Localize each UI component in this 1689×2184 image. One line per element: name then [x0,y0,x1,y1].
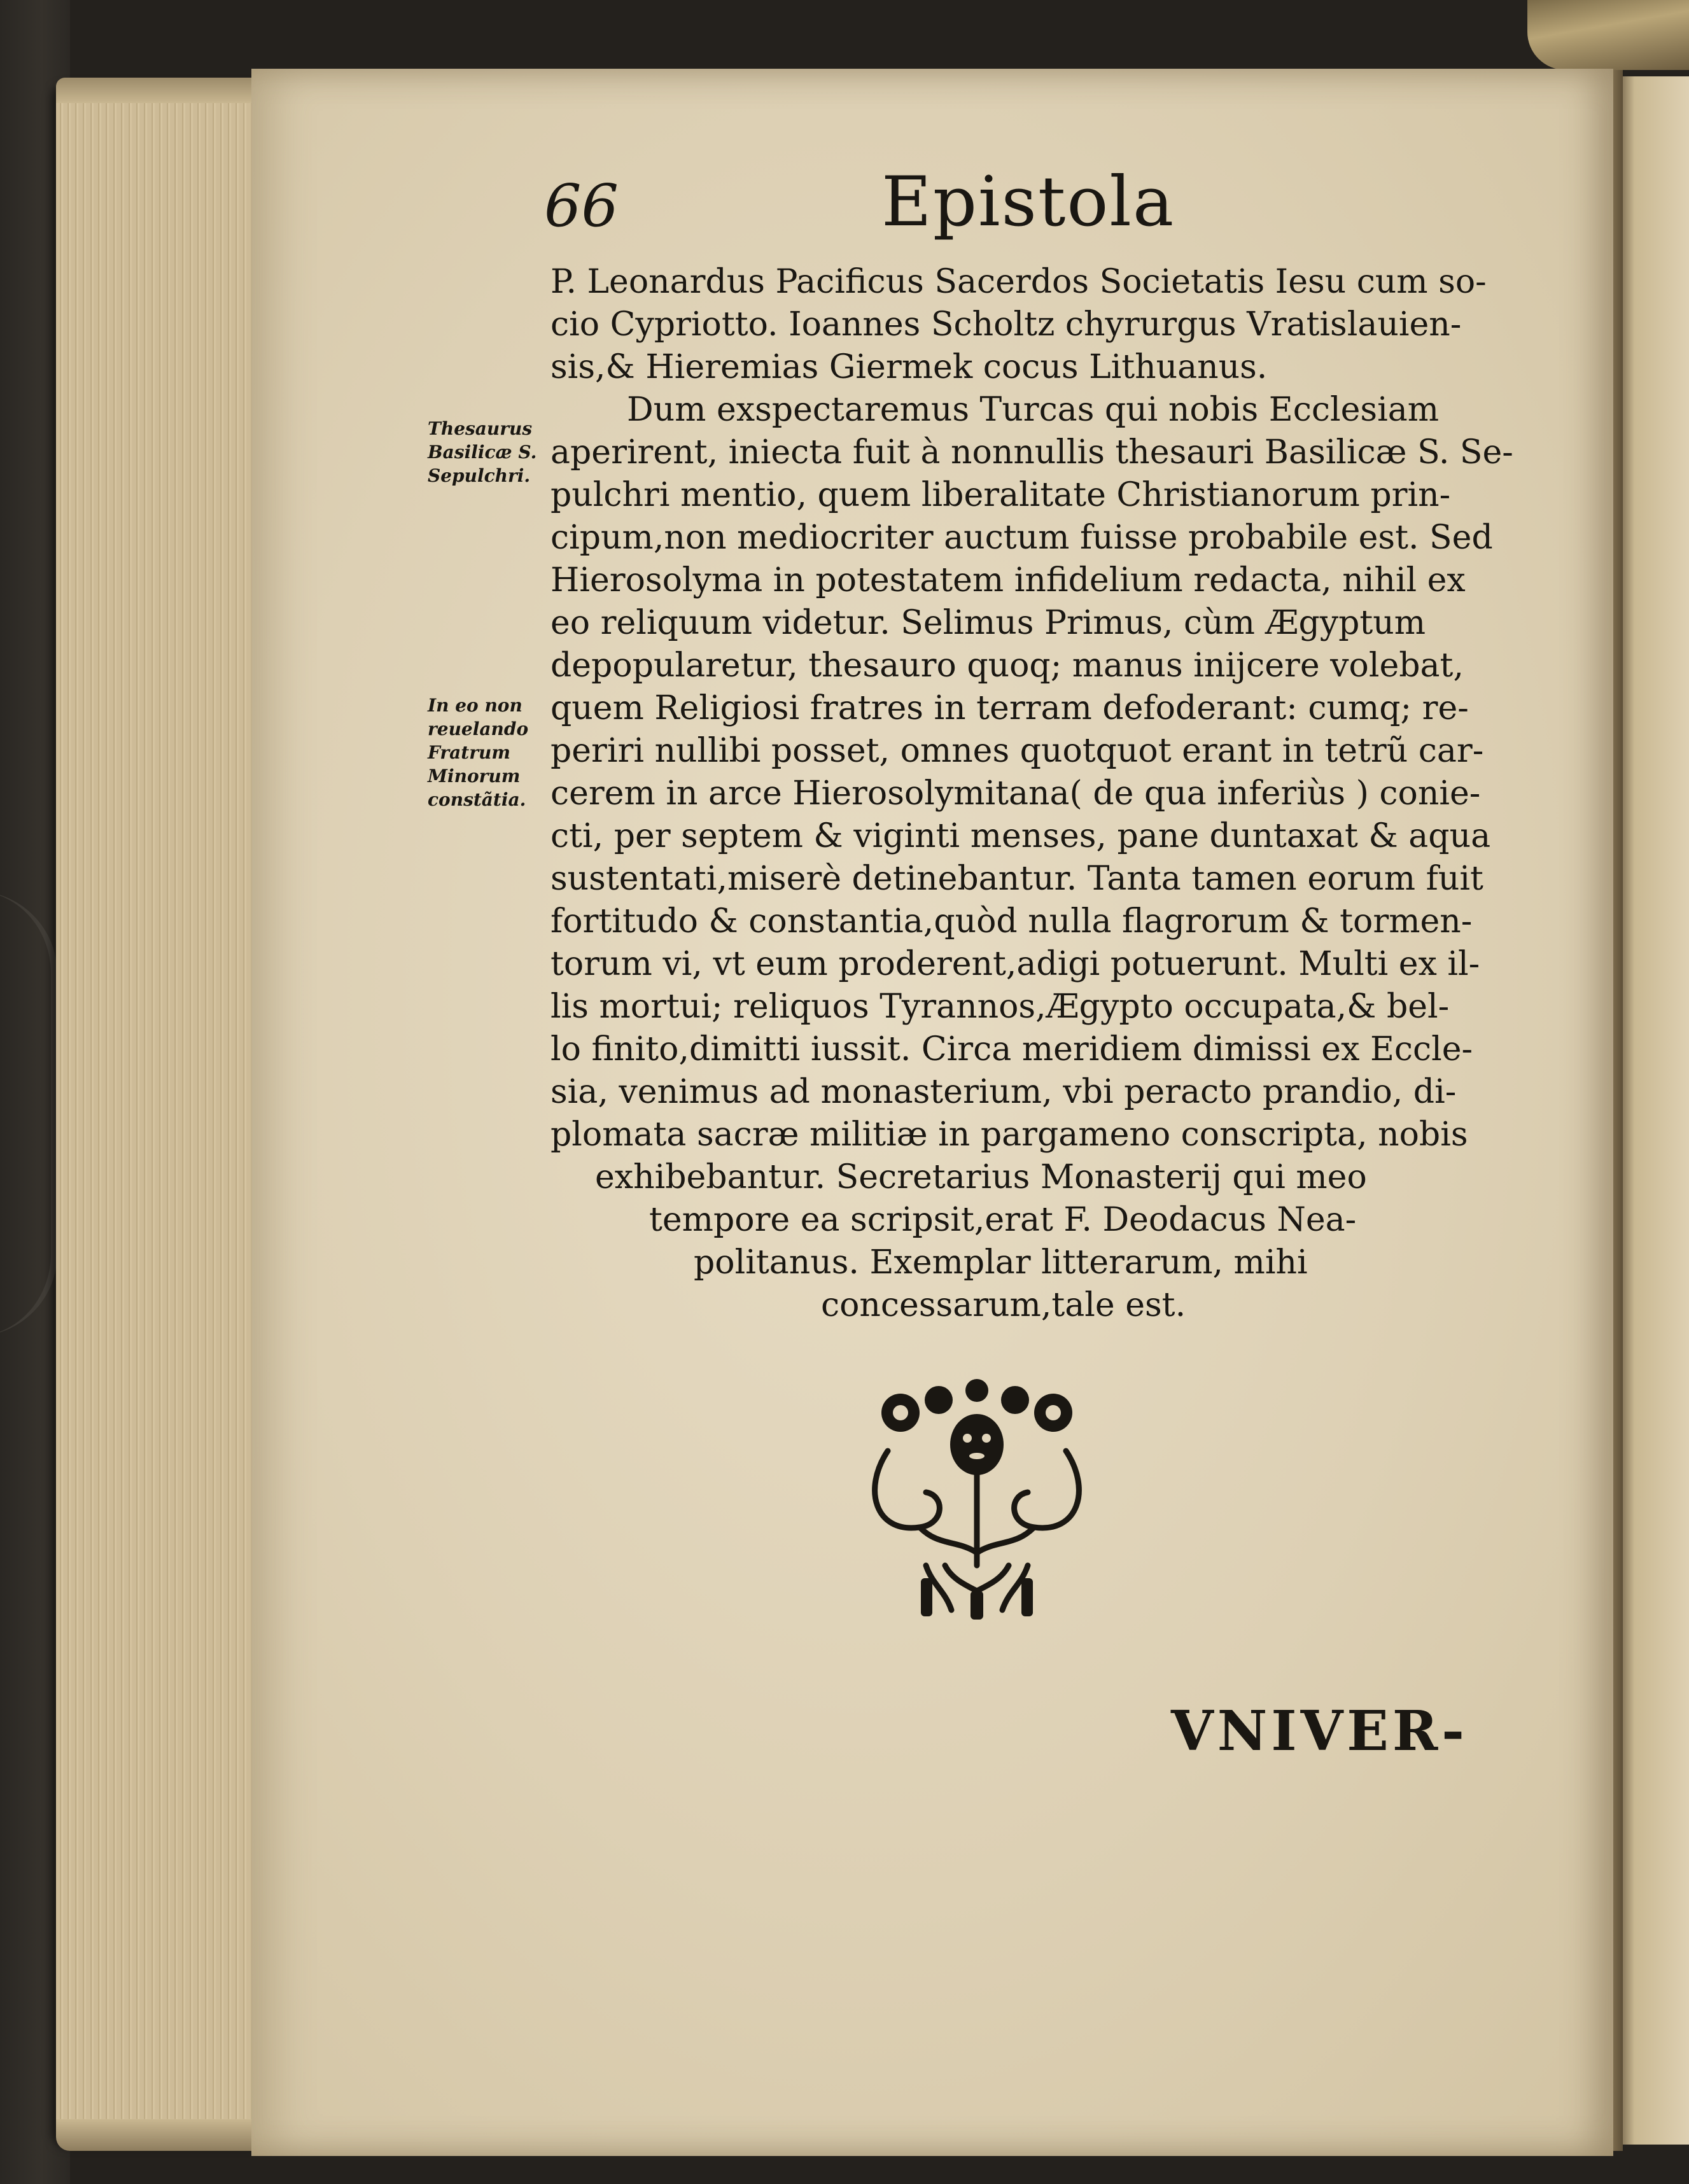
body-line: cerem in arce Hierosolymitana( de qua inferiùs ) conie- [550,774,1481,813]
body-line: sis,& Hieremias Giermek cocus Lithuanus. [550,348,1268,386]
body-line: aperirent, iniecta fuit à nonnullis thesauri Basilicæ S. Se- [550,433,1513,472]
body-line: quem Religiosi fratres in terram defoderant: cumq; re- [550,689,1469,727]
body-line: exhibebantur. Secretarius Monasterij qui meo [595,1158,1367,1196]
page-number: 66 [544,172,619,240]
margin-note-line: Fratrum [428,742,510,763]
body-line: sustentati,miserè detinebantur. Tanta tamen eorum fuit [550,860,1483,898]
page-title: Epistola [881,162,1175,242]
page-stack-top [56,78,260,103]
body-line: cio Cypriotto. Ioannes Scholtz chyrurgus Vratislauien- [550,305,1462,344]
margin-note-line: Thesaurus [428,418,533,439]
body-line: lis mortui; reliquos Tyrannos,Ægypto occupata,& bel- [550,988,1450,1026]
margin-note-line: Minorum [428,766,521,787]
body-line: plomata sacræ militiæ in pargameno conscripta, nobis [550,1116,1468,1154]
margin-note-thesaurus [428,417,536,487]
body-line: sia, venimus ad monasterium, vbi peracto prandio, di- [550,1073,1457,1111]
woodcut-ornament [850,1375,1104,1623]
body-line: tempore ea scripsit,erat F. Deodacus Nea- [649,1201,1357,1239]
margin-note-line: Basilicæ S. [428,442,537,463]
body-line: pulchri mentio, quem liberalitate Christianorum prin- [550,476,1451,514]
background-object [0,891,57,1336]
page-stack [56,83,260,2145]
body-line: lo finito,dimitti iussit. Circa meridiem dimissi ex Eccle- [550,1030,1473,1068]
body-line: P. Leonardus Pacificus Sacerdos Societatis Iesu cum so- [550,263,1487,301]
body-line: depopularetur, thesauro quoq; manus inijcere volebat, [550,647,1464,685]
body-line: eo reliquum videtur. Selimus Primus, cùm Ægyptum [550,604,1426,642]
body-line: cipum,non mediocriter auctum fuisse probabile est. Sed [550,519,1493,557]
body-line: periri nullibi posset, omnes quotquot erant in tetrũ car- [550,732,1484,770]
margin-note-constantia [428,694,528,811]
facing-page [1616,76,1689,2145]
body-line: Hierosolyma in potestatem infidelium redacta, nihil ex [550,561,1466,599]
body-line: politanus. Exemplar litterarum, mihi [694,1243,1308,1282]
binding-edge [1527,0,1689,70]
margin-note-line: constãtia. [428,789,526,810]
body-line: fortitudo & constantia,quòd nulla flagrorum & tormen- [550,902,1473,941]
margin-note-line: reuelando [428,718,529,739]
body-line: cti, per septem & viginti menses, pane duntaxat & aqua [550,817,1491,855]
catchword: VNIVER- [1171,1699,1469,1763]
body-line: concessarum,tale est. [821,1286,1186,1324]
body-line: torum vi, vt eum proderent,adigi potuerunt. Multi ex il- [550,945,1480,983]
page-stack-bottom [56,2119,260,2151]
margin-note-line: Sepulchri. [428,465,531,486]
body-line: Dum exspectaremus Turcas qui nobis Ecclesiam [627,391,1440,429]
margin-note-line: In eo non [428,695,522,716]
